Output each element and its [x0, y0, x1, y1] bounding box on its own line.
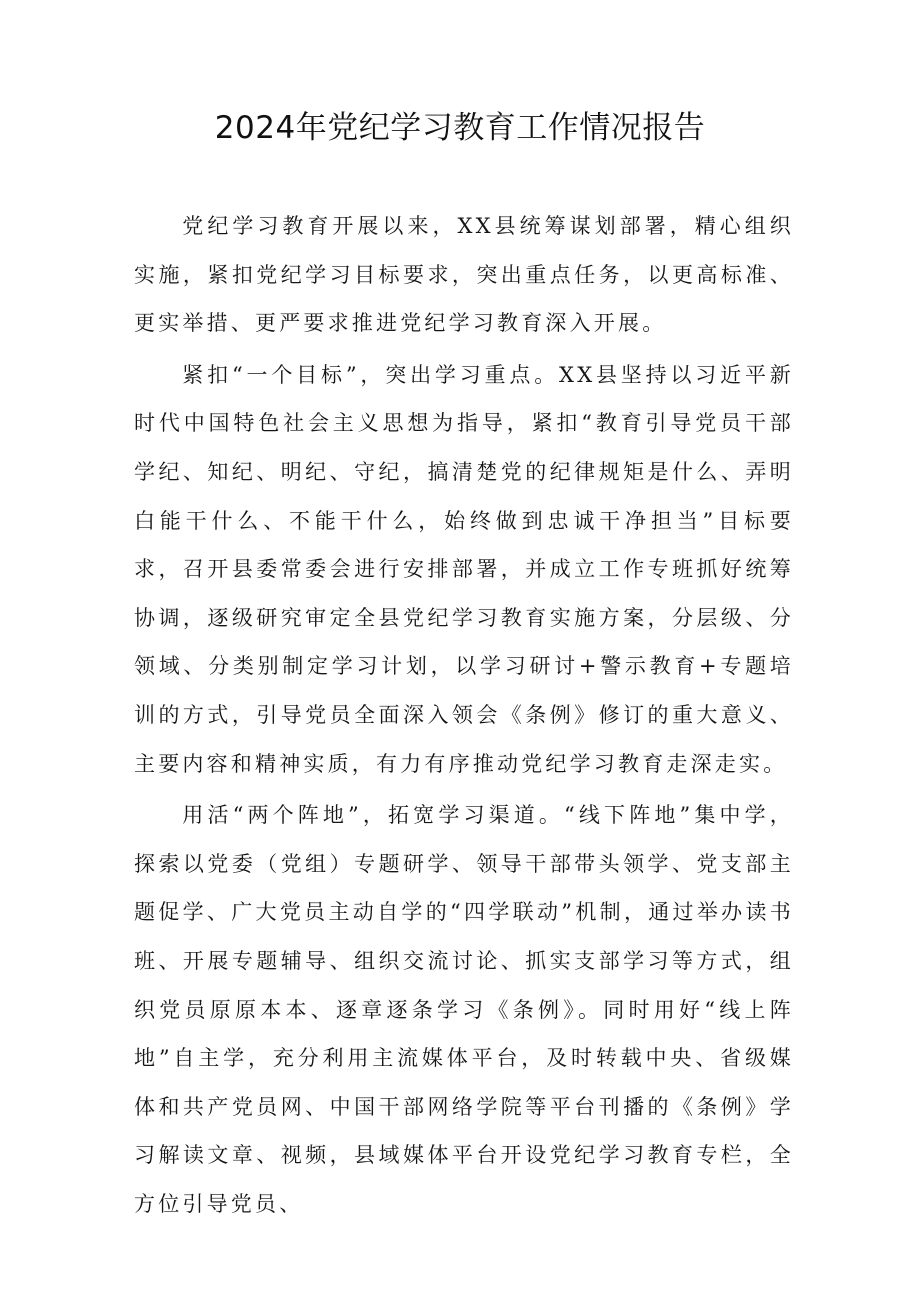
paragraph-intro: 党纪学习教育开展以来，XX县统筹谋划部署，精心组织实施，紧扣党纪学习目标要求，突出重点任务，以更高标准、更实举措、更严要求推进党纪学习教育深入开展。 [134, 214, 794, 336]
document-title: 2024年党纪学习教育工作情况报告 [214, 110, 706, 146]
paragraph-one-goal: 紧扣“一个目标”，突出学习重点。XX县坚持以习近平新时代中国特色社会主义思想为指导，紧扣“教育引导党员干部学纪、知纪、明纪、守纪，搞清楚党的纪律规矩是什么、弄明白能干什么、不能干什么，始终做到忠诚干净担当”目标要求，召开县委常委会进行安排部署，并成立工作专班抓好统筹协调，逐级研究审定全县党纪学习教育实施方案，分层级、分领域、分类别制定学习计划，以学习研讨+警示教育+专题培训的方式，引导党员全面深入领会《条例》修订的重大意义、主要内容和精神实质，有力有序推动党纪学习教育走深走实。 [134, 362, 794, 776]
document-body [134, 202, 794, 1231]
paragraph-two-positions: 用活“两个阵地”，拓宽学习渠道。“线下阵地”集中学，探索以党委（党组）专题研学、领导干部带头领学、党支部主题促学、广大党员主动自学的“四学联动”机制，通过举办读书班、开展专题辅导、组织交流讨论、抓实支部学习等方式，组织党员原原本本、逐章逐条学习《条例》。同时用好“线上阵地”自主学，充分利用主流媒体平台，及时转载中央、省级媒体和共产党员网、中国干部网络学院等平台刊播的《条例》学习解读文章、视频，县域媒体平台开设党纪学习教育专栏，全方位引导党员、 [134, 803, 794, 1216]
